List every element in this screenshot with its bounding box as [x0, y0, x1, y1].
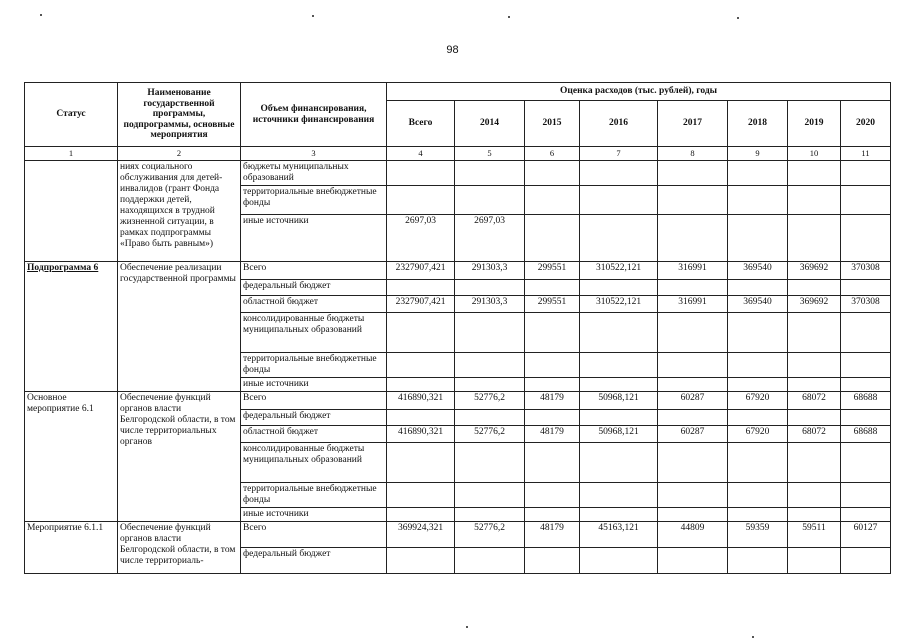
funding-source-cell: Всего: [241, 262, 387, 280]
total-value-cell: [387, 443, 455, 483]
column-number: 4: [387, 147, 455, 161]
year-value-cell: 67920: [728, 426, 788, 443]
year-value-cell: 52776,2: [455, 426, 525, 443]
year-value-cell: [580, 410, 658, 426]
year-value-cell: [658, 378, 728, 392]
year-value-cell: [580, 508, 658, 522]
funding-source-cell: иные источники: [241, 215, 387, 262]
year-value-cell: [580, 161, 658, 186]
year-value-cell: [455, 548, 525, 574]
year-value-cell: [580, 353, 658, 378]
year-value-cell: 60287: [658, 392, 728, 410]
year-value-cell: [728, 353, 788, 378]
year-value-cell: [728, 483, 788, 508]
year-value-cell: [728, 508, 788, 522]
year-value-cell: [841, 313, 891, 353]
funding-source-cell: территориальные внебюджетные фонды: [241, 186, 387, 215]
total-value-cell: 2327907,421: [387, 296, 455, 313]
year-value-cell: [841, 508, 891, 522]
page-number: 98: [446, 44, 459, 56]
year-value-cell: [841, 186, 891, 215]
year-value-cell: [788, 186, 841, 215]
scan-speck: [752, 636, 754, 638]
header-year: 2018: [728, 101, 788, 147]
year-value-cell: [728, 161, 788, 186]
year-value-cell: [658, 508, 728, 522]
column-number: 8: [658, 147, 728, 161]
total-value-cell: [387, 378, 455, 392]
year-value-cell: [841, 161, 891, 186]
total-value-cell: [387, 161, 455, 186]
funding-source-cell: Всего: [241, 392, 387, 410]
year-value-cell: 45163,121: [580, 522, 658, 548]
status-cell: Подпрограмма 6: [25, 262, 118, 392]
scan-speck: [737, 17, 739, 19]
total-value-cell: 2327907,421: [387, 262, 455, 280]
year-value-cell: [788, 548, 841, 574]
year-value-cell: [841, 548, 891, 574]
total-value-cell: [387, 313, 455, 353]
year-value-cell: 59359: [728, 522, 788, 548]
year-value-cell: [728, 410, 788, 426]
scan-speck: [312, 15, 314, 17]
year-value-cell: [580, 378, 658, 392]
year-value-cell: 48179: [525, 392, 580, 410]
year-value-cell: 370308: [841, 262, 891, 280]
year-value-cell: [788, 378, 841, 392]
year-value-cell: 2697,03: [455, 215, 525, 262]
year-value-cell: 48179: [525, 426, 580, 443]
year-value-cell: [580, 548, 658, 574]
year-value-cell: [455, 186, 525, 215]
table-row: [25, 262, 891, 280]
year-value-cell: [658, 313, 728, 353]
year-value-cell: 369692: [788, 262, 841, 280]
year-value-cell: [841, 378, 891, 392]
year-value-cell: [455, 161, 525, 186]
year-value-cell: 50968,121: [580, 392, 658, 410]
year-value-cell: [525, 161, 580, 186]
year-value-cell: 316991: [658, 296, 728, 313]
column-number: 6: [525, 147, 580, 161]
total-value-cell: 2697,03: [387, 215, 455, 262]
year-value-cell: 369540: [728, 262, 788, 280]
total-value-cell: [387, 410, 455, 426]
header-year: 2017: [658, 101, 728, 147]
status-cell: Основное мероприятие 6.1: [25, 392, 118, 522]
year-value-cell: [788, 215, 841, 262]
year-value-cell: [788, 353, 841, 378]
year-value-cell: [658, 215, 728, 262]
year-value-cell: 370308: [841, 296, 891, 313]
year-value-cell: [728, 548, 788, 574]
year-value-cell: [841, 410, 891, 426]
year-value-cell: [658, 186, 728, 215]
year-value-cell: [728, 313, 788, 353]
year-value-cell: 60127: [841, 522, 891, 548]
year-value-cell: [658, 443, 728, 483]
year-value-cell: 310522,121: [580, 262, 658, 280]
year-value-cell: 299551: [525, 262, 580, 280]
total-value-cell: 416890,321: [387, 426, 455, 443]
year-value-cell: [525, 548, 580, 574]
year-value-cell: [788, 161, 841, 186]
year-value-cell: [658, 353, 728, 378]
year-value-cell: [658, 161, 728, 186]
year-value-cell: 68072: [788, 392, 841, 410]
year-value-cell: [658, 548, 728, 574]
funding-source-cell: областной бюджет: [241, 296, 387, 313]
year-value-cell: [728, 443, 788, 483]
year-value-cell: [525, 483, 580, 508]
year-value-cell: [525, 378, 580, 392]
column-number: 1: [25, 147, 118, 161]
year-value-cell: 59511: [788, 522, 841, 548]
year-value-cell: [455, 378, 525, 392]
column-number: 5: [455, 147, 525, 161]
year-value-cell: [455, 483, 525, 508]
year-value-cell: [658, 483, 728, 508]
budget-table: [24, 82, 891, 574]
header-year: 2019: [788, 101, 841, 147]
year-value-cell: [525, 313, 580, 353]
year-value-cell: 291303,3: [455, 262, 525, 280]
year-value-cell: [658, 410, 728, 426]
year-value-cell: [525, 215, 580, 262]
scan-speck: [40, 14, 42, 16]
year-value-cell: 316991: [658, 262, 728, 280]
year-value-cell: [455, 313, 525, 353]
year-value-cell: [455, 508, 525, 522]
table-body: [25, 161, 891, 574]
year-value-cell: [525, 410, 580, 426]
year-value-cell: [841, 215, 891, 262]
year-value-cell: [841, 443, 891, 483]
year-value-cell: [455, 353, 525, 378]
year-value-cell: [580, 483, 658, 508]
year-value-cell: 299551: [525, 296, 580, 313]
name-cell: Обеспечение функций органов власти Белгородской области, в том числе территориаль-: [118, 522, 241, 574]
year-value-cell: [455, 443, 525, 483]
year-value-cell: [788, 280, 841, 296]
year-value-cell: [525, 353, 580, 378]
year-value-cell: [788, 508, 841, 522]
year-value-cell: [728, 186, 788, 215]
year-value-cell: [658, 280, 728, 296]
funding-source-cell: территориальные внебюджетные фонды: [241, 353, 387, 378]
year-value-cell: [580, 215, 658, 262]
total-value-cell: [387, 548, 455, 574]
table-row: [25, 161, 891, 186]
column-number: 3: [241, 147, 387, 161]
year-value-cell: 68072: [788, 426, 841, 443]
status-cell: Мероприятие 6.1.1: [25, 522, 118, 574]
year-value-cell: [580, 280, 658, 296]
year-value-cell: [728, 378, 788, 392]
year-value-cell: [525, 280, 580, 296]
name-cell: ниях социального обслуживания для детей-инвалидов (грант Фонда поддержки детей, находящихся в трудной жизненной ситуации, в рамках подпрограммы «Право быть равным»): [118, 161, 241, 262]
column-number: 7: [580, 147, 658, 161]
funding-source-cell: федеральный бюджет: [241, 280, 387, 296]
year-value-cell: 52776,2: [455, 392, 525, 410]
funding-source-cell: областной бюджет: [241, 426, 387, 443]
year-value-cell: [788, 443, 841, 483]
funding-source-cell: федеральный бюджет: [241, 548, 387, 574]
column-number: 10: [788, 147, 841, 161]
name-cell: Обеспечение реализации государственной программы: [118, 262, 241, 392]
year-value-cell: [728, 280, 788, 296]
year-value-cell: 44809: [658, 522, 728, 548]
header-status: Статус: [25, 83, 118, 147]
header-estimate: Оценка расходов (тыс. рублей), годы: [387, 83, 891, 101]
column-number: 2: [118, 147, 241, 161]
year-value-cell: 60287: [658, 426, 728, 443]
year-value-cell: [455, 410, 525, 426]
total-value-cell: [387, 186, 455, 215]
status-cell: [25, 161, 118, 262]
year-value-cell: [841, 280, 891, 296]
year-value-cell: [580, 313, 658, 353]
funding-source-cell: иные источники: [241, 508, 387, 522]
column-number: 11: [841, 147, 891, 161]
year-value-cell: [728, 215, 788, 262]
funding-source-cell: федеральный бюджет: [241, 410, 387, 426]
funding-source-cell: территориальные внебюджетные фонды: [241, 483, 387, 508]
year-value-cell: [841, 483, 891, 508]
year-value-cell: [525, 508, 580, 522]
year-value-cell: [788, 483, 841, 508]
table-row: [25, 522, 891, 548]
year-value-cell: 67920: [728, 392, 788, 410]
header-total: Всего: [387, 101, 455, 147]
year-value-cell: [788, 313, 841, 353]
year-value-cell: 48179: [525, 522, 580, 548]
header-year: 2015: [525, 101, 580, 147]
year-value-cell: [841, 353, 891, 378]
table-row: [25, 392, 891, 410]
funding-source-cell: иные источники: [241, 378, 387, 392]
column-number-row: [25, 147, 891, 161]
total-value-cell: 369924,321: [387, 522, 455, 548]
funding-source-cell: бюджеты муниципальных образований: [241, 161, 387, 186]
header-name: Наименование государственной программы, подпрограммы, основные мероприятия: [118, 83, 241, 147]
scan-speck: [508, 16, 510, 18]
year-value-cell: [455, 280, 525, 296]
header-year: 2016: [580, 101, 658, 147]
total-value-cell: [387, 353, 455, 378]
column-number: 9: [728, 147, 788, 161]
year-value-cell: 369540: [728, 296, 788, 313]
funding-source-cell: консолидированные бюджеты муниципальных образований: [241, 443, 387, 483]
year-value-cell: 50968,121: [580, 426, 658, 443]
year-value-cell: 310522,121: [580, 296, 658, 313]
total-value-cell: [387, 483, 455, 508]
year-value-cell: [580, 443, 658, 483]
year-value-cell: 68688: [841, 392, 891, 410]
header-year: 2020: [841, 101, 891, 147]
header-source: Объем финансирования, источники финансирования: [241, 83, 387, 147]
year-value-cell: [525, 443, 580, 483]
year-value-cell: [525, 186, 580, 215]
total-value-cell: [387, 280, 455, 296]
year-value-cell: [580, 186, 658, 215]
funding-source-cell: Всего: [241, 522, 387, 548]
year-value-cell: 52776,2: [455, 522, 525, 548]
year-value-cell: 369692: [788, 296, 841, 313]
year-value-cell: [788, 410, 841, 426]
name-cell: Обеспечение функций органов власти Белгородской области, в том числе территориальных органов: [118, 392, 241, 522]
header-year: 2014: [455, 101, 525, 147]
total-value-cell: 416890,321: [387, 392, 455, 410]
total-value-cell: [387, 508, 455, 522]
year-value-cell: 68688: [841, 426, 891, 443]
year-value-cell: 291303,3: [455, 296, 525, 313]
scan-speck: [466, 626, 468, 628]
funding-source-cell: консолидированные бюджеты муниципальных образований: [241, 313, 387, 353]
